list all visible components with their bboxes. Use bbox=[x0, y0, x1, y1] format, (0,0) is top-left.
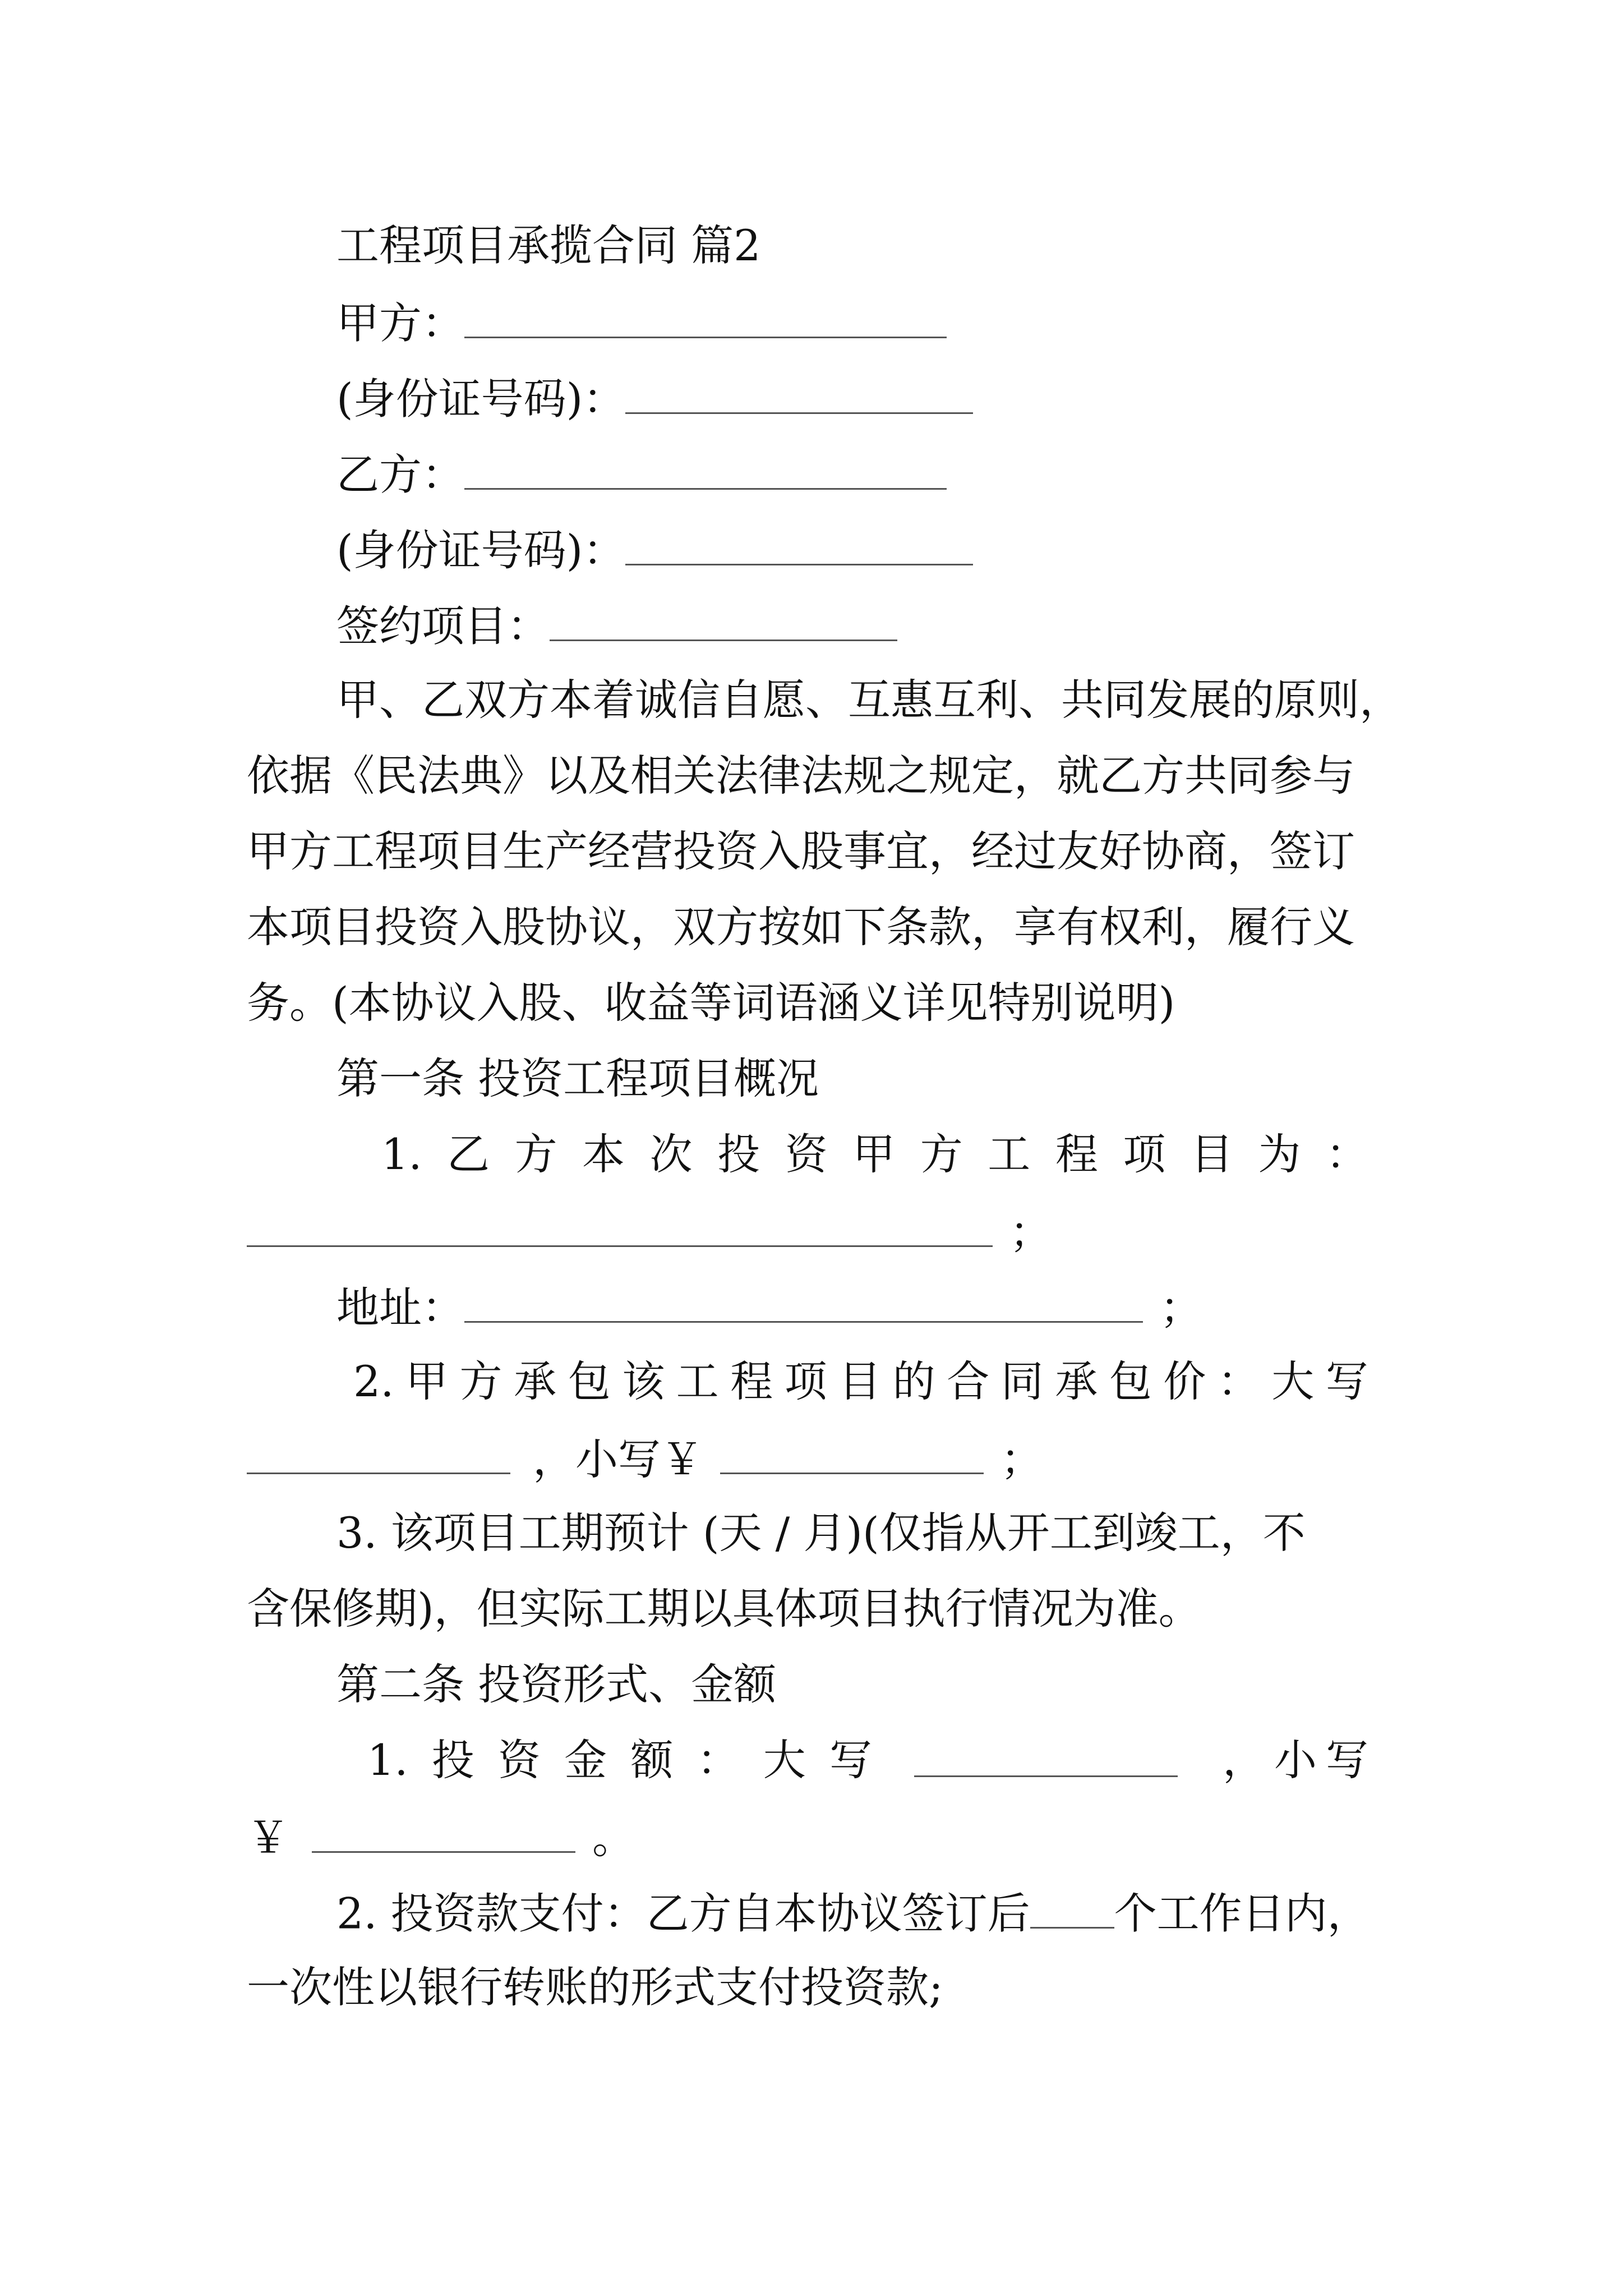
party-a-id-label: (身份证号码)： bbox=[336, 374, 626, 424]
art1-item2-char: 大 bbox=[1271, 1356, 1315, 1406]
art1-item1-char: 本 bbox=[582, 1129, 625, 1179]
intro-line-5: 务。(本协议入股、收益等词语涵义详见特别说明) bbox=[247, 978, 1175, 1028]
art1-item1-char: 乙 bbox=[447, 1129, 490, 1179]
art1-item2-char: 工 bbox=[676, 1356, 719, 1406]
art2-item1-char: ： bbox=[697, 1735, 740, 1785]
semicolon: ； bbox=[1009, 1207, 1052, 1257]
lower-case-yen-label: ，小写￥ bbox=[533, 1434, 703, 1484]
art2-item1-char: 额 bbox=[630, 1735, 674, 1785]
party-a-id-blank[interactable] bbox=[625, 376, 973, 414]
party-b-label: 乙方： bbox=[336, 449, 464, 500]
art2-item1-char: 大 bbox=[763, 1735, 806, 1785]
art1-item3-line-2: 含保修期)，但实际工期以具体项目执行情况为准。 bbox=[247, 1584, 1201, 1634]
art1-item2-char: 包 bbox=[568, 1356, 611, 1406]
party-b-id-line bbox=[336, 525, 973, 576]
semicolon: ； bbox=[1000, 1434, 1043, 1484]
doc-title: 工程项目承揽合同 篇2 bbox=[336, 220, 761, 270]
art2-item1-char: 小 bbox=[1274, 1735, 1317, 1785]
art2-item1-char: 1. bbox=[367, 1735, 408, 1785]
art1-item2-char: 程 bbox=[730, 1356, 773, 1406]
art1-item2-char: 承 bbox=[514, 1356, 557, 1406]
art2-item1-char: ， bbox=[1223, 1735, 1265, 1785]
art1-item2-char: 目 bbox=[838, 1356, 882, 1406]
art2-item1-char: 资 bbox=[497, 1735, 541, 1785]
party-a-label: 甲方： bbox=[336, 298, 464, 348]
address-blank[interactable] bbox=[464, 1285, 1143, 1323]
intro-line-4: 本项目投资入股协议，双方按如下条款，享有权利，履行义 bbox=[247, 902, 1355, 952]
project-blank[interactable] bbox=[550, 603, 897, 641]
art1-item1-char: 方 bbox=[514, 1129, 557, 1179]
project-name-blank[interactable] bbox=[247, 1209, 993, 1247]
art1-item1-char: 资 bbox=[785, 1129, 828, 1179]
art2-item1-char: 投 bbox=[431, 1735, 474, 1785]
project-line bbox=[336, 601, 897, 651]
art1-item2-char: 价 bbox=[1163, 1356, 1206, 1406]
art2-item1-char: 写 bbox=[1326, 1735, 1368, 1785]
art1-item1-char: 程 bbox=[1055, 1129, 1098, 1179]
yen-symbol: ￥ bbox=[247, 1812, 289, 1863]
art2-item2-text-b: 个工作日内， bbox=[1114, 1888, 1370, 1939]
art1-item2-char: 甲 bbox=[405, 1356, 449, 1406]
art2-item2-line-2: 一次性以银行转账的形式支付投资款; bbox=[247, 1962, 943, 2012]
art1-item1-char: 1. bbox=[381, 1129, 422, 1179]
article-1-heading: 第一条 投资工程项目概况 bbox=[336, 1053, 819, 1103]
project-label: 签约项目： bbox=[336, 601, 550, 651]
art1-item1-char: 项 bbox=[1123, 1129, 1166, 1179]
art2-item2-text-a: 2. 投资款支付：乙方自本协议签订后 bbox=[336, 1888, 1030, 1939]
party-b-id-label: (身份证号码)： bbox=[336, 525, 626, 576]
art1-item2-char: ： bbox=[1217, 1356, 1260, 1406]
intro-line-1: 甲、乙双方本着诚信自愿、互惠互利、共同发展的原则， bbox=[336, 675, 1402, 725]
invest-lower-blank[interactable] bbox=[312, 1815, 575, 1853]
art1-item1-char: 甲 bbox=[852, 1129, 896, 1179]
art1-item1-char: 为 bbox=[1258, 1129, 1301, 1179]
project-name-blank-line bbox=[247, 1207, 1052, 1257]
art1-item2-char: 项 bbox=[784, 1356, 827, 1406]
contract-price-line bbox=[247, 1434, 1043, 1484]
art1-item2-line bbox=[353, 1356, 1368, 1406]
price-upper-blank[interactable] bbox=[247, 1436, 510, 1474]
party-a-blank[interactable] bbox=[464, 300, 947, 338]
art1-item1-line bbox=[381, 1129, 1368, 1179]
party-b-id-blank[interactable] bbox=[625, 527, 973, 565]
intro-line-3: 甲方工程项目生产经营投资入股事宜，经过友好协商，签订 bbox=[247, 826, 1355, 876]
price-lower-blank[interactable] bbox=[720, 1436, 984, 1474]
party-b-blank[interactable] bbox=[464, 452, 947, 490]
art2-item1-char: 金 bbox=[564, 1735, 607, 1785]
art1-item2-char: 承 bbox=[1055, 1356, 1098, 1406]
art1-item1-char: 投 bbox=[717, 1129, 760, 1179]
invest-lower-line bbox=[247, 1812, 635, 1863]
party-b-line bbox=[336, 449, 947, 500]
art1-item1-char: 工 bbox=[988, 1129, 1031, 1179]
art1-item2-char: 的 bbox=[892, 1356, 935, 1406]
intro-line-2: 依据《民法典》以及相关法律法规之规定，就乙方共同参与 bbox=[247, 751, 1355, 800]
address-label: 地址： bbox=[336, 1282, 464, 1333]
art1-item1-char: ： bbox=[1325, 1129, 1368, 1179]
art2-item1-char: 写 bbox=[829, 1735, 872, 1785]
workdays-blank[interactable] bbox=[1030, 1890, 1114, 1929]
invest-upper-blank[interactable] bbox=[914, 1739, 1178, 1777]
art2-item1-right bbox=[1223, 1735, 1368, 1785]
art1-item1-char: 目 bbox=[1190, 1129, 1233, 1179]
art1-item2-char: 方 bbox=[459, 1356, 502, 1406]
semicolon: ； bbox=[1160, 1282, 1202, 1333]
art1-item2-char: 该 bbox=[622, 1356, 665, 1406]
address-line bbox=[336, 1282, 1202, 1333]
art1-item3-line-1: 3. 该项目工期预计 (天 / 月)(仅指从开工到竣工，不 bbox=[336, 1508, 1306, 1558]
art1-item2-char: 写 bbox=[1325, 1356, 1368, 1406]
period: 。 bbox=[592, 1812, 635, 1863]
art1-item1-char: 方 bbox=[920, 1129, 963, 1179]
art1-item2-char: 同 bbox=[1000, 1356, 1044, 1406]
art1-item2-char: 2. bbox=[353, 1356, 394, 1406]
art2-item2-line-1 bbox=[336, 1888, 1370, 1939]
art2-item1-left bbox=[367, 1735, 872, 1785]
art1-item1-char: 次 bbox=[649, 1129, 693, 1179]
art1-item2-char: 合 bbox=[947, 1356, 990, 1406]
party-a-id-line bbox=[336, 374, 973, 424]
article-2-heading: 第二条 投资形式、金额 bbox=[336, 1659, 777, 1709]
art1-item2-char: 包 bbox=[1109, 1356, 1152, 1406]
party-a-line bbox=[336, 298, 947, 348]
